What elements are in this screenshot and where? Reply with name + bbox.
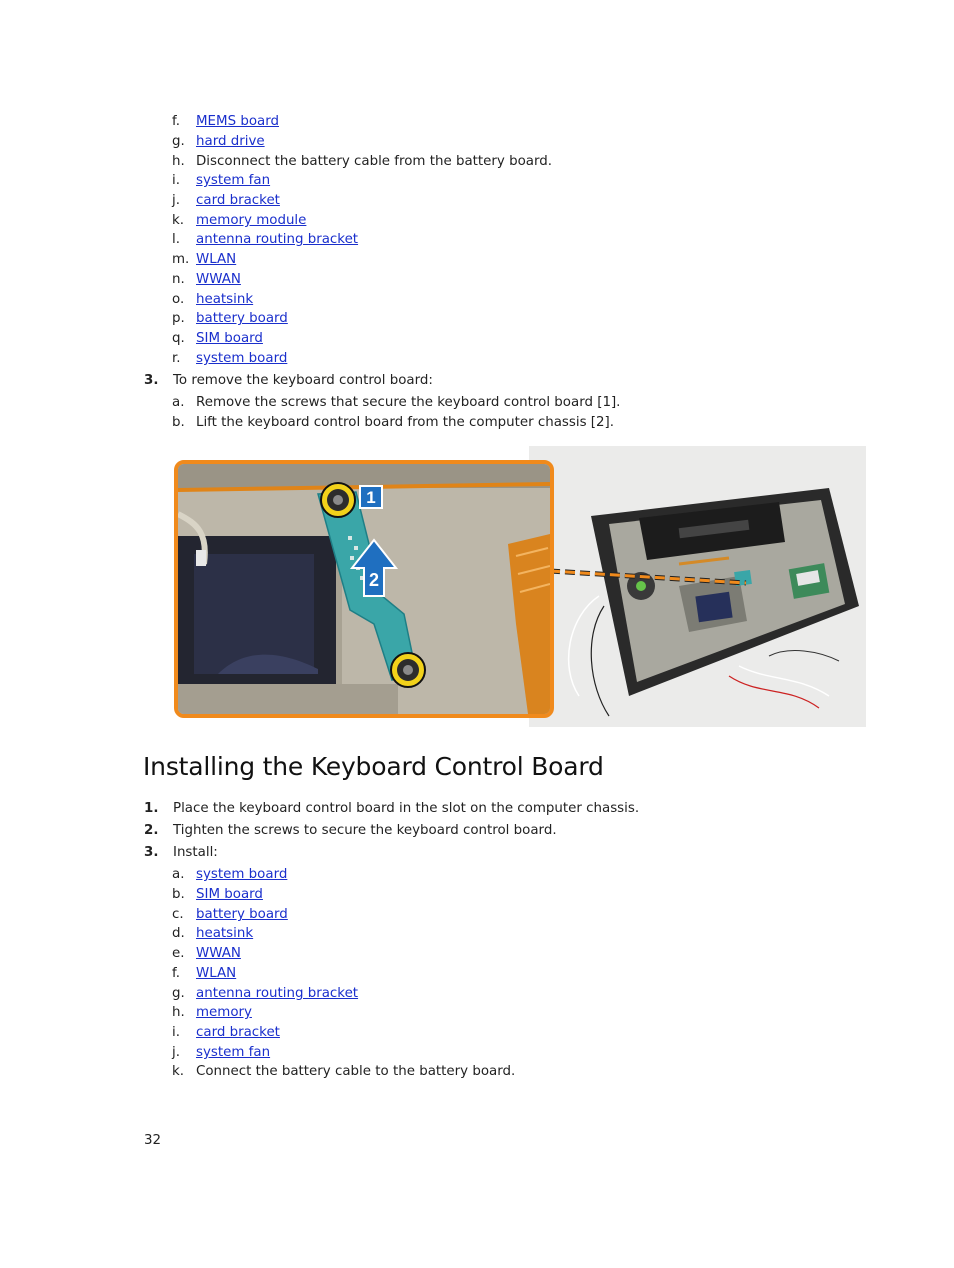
callout-label-2: 2 — [368, 570, 380, 590]
zoom-callout — [174, 460, 554, 718]
step-text: Install: — [173, 845, 218, 860]
link-antenna-routing-bracket[interactable]: antenna routing bracket — [196, 232, 359, 247]
link-wwan[interactable]: WWAN — [196, 272, 241, 287]
link-wwan[interactable]: WWAN — [196, 946, 241, 961]
link-card-bracket[interactable]: card bracket — [196, 1025, 280, 1040]
link-mems-board[interactable]: MEMS board — [196, 114, 279, 129]
link-memory-module[interactable]: memory module — [196, 213, 307, 228]
page-number: 32 — [144, 1133, 162, 1148]
link-system-fan[interactable]: system fan — [196, 173, 271, 188]
step-text: Place the keyboard control board in the slot on the computer chassis. — [173, 801, 640, 816]
link-system-fan[interactable]: system fan — [196, 1045, 271, 1060]
list-text: Disconnect the battery cable from the battery board. — [196, 154, 552, 169]
list-text: Remove the screws that secure the keyboard control board [1]. — [196, 395, 621, 410]
callout-label-1: 1 — [366, 488, 376, 507]
link-card-bracket[interactable]: card bracket — [196, 193, 280, 208]
list-text: Lift the keyboard control board from the computer chassis [2]. — [196, 415, 615, 430]
step-text: To remove the keyboard control board: — [173, 373, 433, 388]
section-title: Installing the Keyboard Control Board — [143, 752, 604, 781]
link-system-board[interactable]: system board — [196, 867, 288, 882]
link-system-board[interactable]: system board — [196, 351, 288, 366]
link-wlan[interactable]: WLAN — [196, 966, 237, 981]
document-page: f. MEMS board g. hard drive h. Disconnect the battery cable from the battery board. i. system fan j. card bracket k. memory module l. antenna routing bracket m. WLAN n. WWAN o. heatsink p. battery board q. SIM board r. system board 3. To remove the keyboard control board: a. Remove the screws that secure the keyboard control board [1]. b. Lift the keyboard control board from the computer chassis [2]. 2 1 Installing the Keyboard Control Board 1. Place the keyboard control board in the slot on the computer chassis. 2. Tighten the screws to secure the keyboard control board. 3. Install: a. system board b. SIM board c. battery board d. heatsink e. WWAN f. WLAN g. antenna routing bracket h. memory i. card bracket j. system fan k. Connect the battery cable to the battery board. 32 — [0, 0, 954, 1268]
figure-keyboard-control-board — [172, 446, 866, 727]
link-sim-board[interactable]: SIM board — [196, 331, 263, 346]
link-antenna-routing-bracket[interactable]: antenna routing bracket — [196, 986, 359, 1001]
link-memory[interactable]: memory — [196, 1005, 252, 1020]
link-sim-board[interactable]: SIM board — [196, 887, 263, 902]
link-heatsink[interactable]: heatsink — [196, 292, 254, 307]
step-text: Tighten the screws to secure the keyboard control board. — [173, 823, 557, 838]
link-battery-board[interactable]: battery board — [196, 907, 288, 922]
list-text: Connect the battery cable to the battery board. — [196, 1064, 516, 1079]
link-hard-drive[interactable]: hard drive — [196, 134, 265, 149]
link-wlan[interactable]: WLAN — [196, 252, 237, 267]
closeup-graphic — [178, 464, 550, 714]
link-heatsink[interactable]: heatsink — [196, 926, 254, 941]
leader-line — [550, 561, 750, 591]
link-battery-board[interactable]: battery board — [196, 311, 288, 326]
